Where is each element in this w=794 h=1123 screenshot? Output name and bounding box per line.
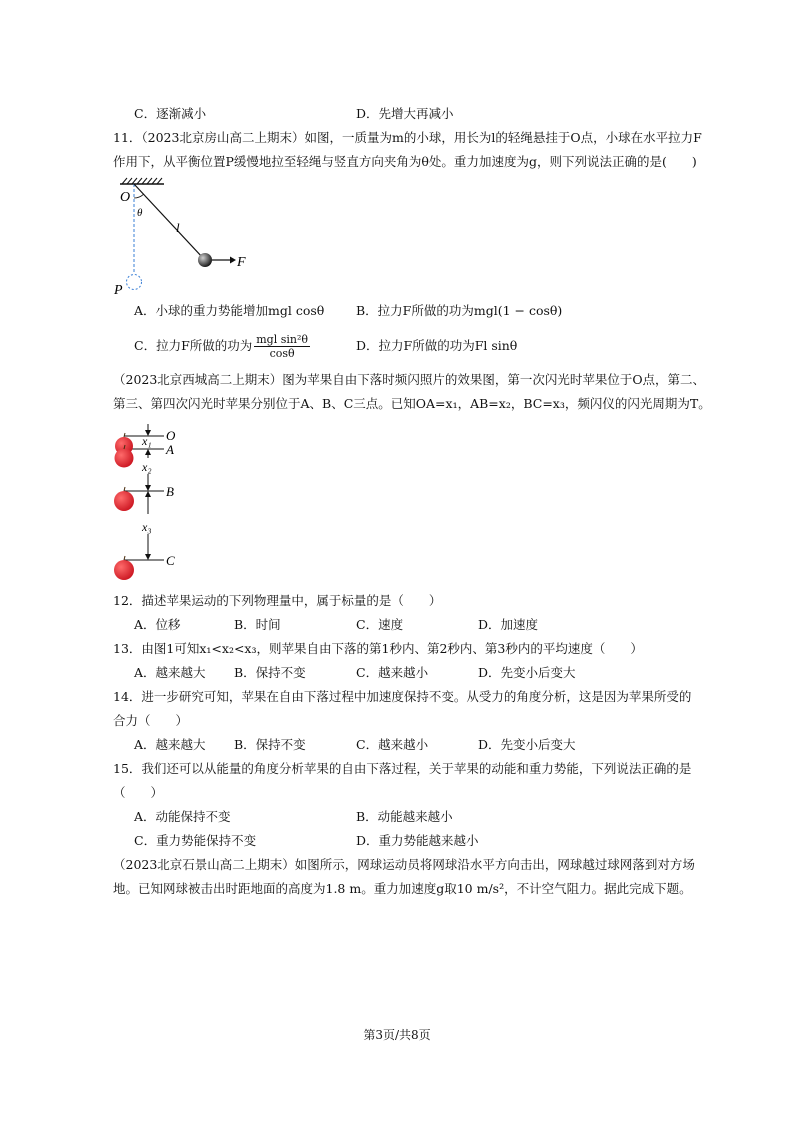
label-l: l — [176, 220, 180, 235]
q13-option-a: A．越来越大 — [134, 665, 206, 680]
q14-stem-line2: 合力（ ） — [113, 713, 189, 728]
q13-option-c: C．越来越小 — [356, 665, 429, 680]
label-x2: x₂ — [142, 460, 152, 474]
label-x1: x₁ — [142, 434, 152, 448]
q15-option-a: A．动能保持不变 — [134, 809, 231, 824]
q11-option-c — [134, 331, 312, 361]
fraction-denominator: cosθ — [269, 347, 295, 360]
label-c: C — [166, 553, 175, 568]
label-f: F — [237, 255, 246, 270]
q11-option-b: B．拉力F所做的功为mgl(1 − cosθ) — [356, 303, 563, 318]
q11-option-d: D．拉力F所做的功为Fl sinθ — [356, 338, 518, 353]
page-number: 第3页/共8页 — [363, 1028, 431, 1042]
q10-option-d: D．先增大再减小 — [356, 106, 454, 121]
q15-option-b: B．动能越来越小 — [356, 809, 453, 824]
q11-stem-line1: 11．（2023北京房山高二上期末）如图，一质量为m的小球，用长为l的轻绳悬挂于O点，小球在水平拉力F — [113, 130, 702, 145]
q11-option-c-text: C．拉力F所做的功为 — [134, 338, 253, 353]
tennis-intro-line2: 地。已知网球被击出时距地面的高度为1.8 m。重力加速度g取10 m/s²，不计空气阻力。据此完成下题。 — [113, 881, 692, 896]
q12-option-a: A．位移 — [134, 617, 181, 632]
q13-option-d: D．先变小后变大 — [478, 665, 576, 680]
q11-option-c-fraction — [254, 333, 310, 360]
q13-stem: 13．由图1可知x₁<x₂<x₃，则苹果自由下落的第1秒内、第2秒内、第3秒内的平均速度（ ） — [113, 641, 643, 656]
label-o: O — [120, 190, 131, 205]
pendulum-figure — [112, 176, 272, 300]
q12-option-d: D．加速度 — [478, 617, 539, 632]
apple-strobe-figure — [108, 422, 188, 584]
q12-option-c: C．速度 — [356, 617, 404, 632]
q14-option-b: B．保持不变 — [234, 737, 306, 752]
q12-option-b: B．时间 — [234, 617, 281, 632]
apple-intro-line1: （2023北京西城高二上期末）图为苹果自由下落时频闪照片的效果图，第一次闪光时苹果位于O点，第二、 — [113, 372, 706, 387]
q14-option-c: C．越来越小 — [356, 737, 429, 752]
label-p: P — [114, 283, 123, 298]
q14-option-a: A．越来越大 — [134, 737, 206, 752]
fraction-numerator: mgl sin²θ — [256, 333, 309, 346]
q10-option-c: C．逐渐减小 — [134, 106, 207, 121]
q15-stem-line2: （ ） — [113, 785, 164, 800]
q11-stem-line2: 作用下，从平衡位置P缓慢地拉至轻绳与竖直方向夹角为θ处。重力加速度为g，则下列说法正确的是( ) — [113, 154, 697, 169]
q14-option-d: D．先变小后变大 — [478, 737, 576, 752]
label-x3: x₃ — [142, 520, 152, 534]
label-b: B — [166, 484, 174, 499]
q14-stem-line1: 14．进一步研究可知，苹果在自由下落过程中加速度保持不变。从受力的角度分析，这是因为苹果所受的 — [113, 689, 692, 704]
q15-option-d: D．重力势能越来越小 — [356, 833, 479, 848]
q12-stem: 12．描述苹果运动的下列物理量中，属于标量的是（ ） — [113, 593, 442, 608]
label-o: O — [166, 428, 176, 443]
q15-option-c: C．重力势能保持不变 — [134, 833, 257, 848]
tennis-intro-line1: （2023北京石景山高二上期末）如图所示，网球运动员将网球沿水平方向击出，网球越过球网落到对方场 — [113, 857, 695, 872]
label-a: A — [166, 442, 174, 457]
label-theta: θ — [137, 207, 143, 219]
q15-stem-line1: 15．我们还可以从能量的角度分析苹果的自由下落过程，关于苹果的动能和重力势能，下列说法正确的是 — [113, 761, 692, 776]
apple-intro-line2: 第三、第四次闪光时苹果分别位于A、B、C三点。已知OA=x₁，AB=x₂，BC=x₃，频闪仪的闪光周期为T。 — [113, 396, 711, 411]
q11-option-a: A．小球的重力势能增加mgl cosθ — [134, 303, 325, 318]
q13-option-b: B．保持不变 — [234, 665, 306, 680]
